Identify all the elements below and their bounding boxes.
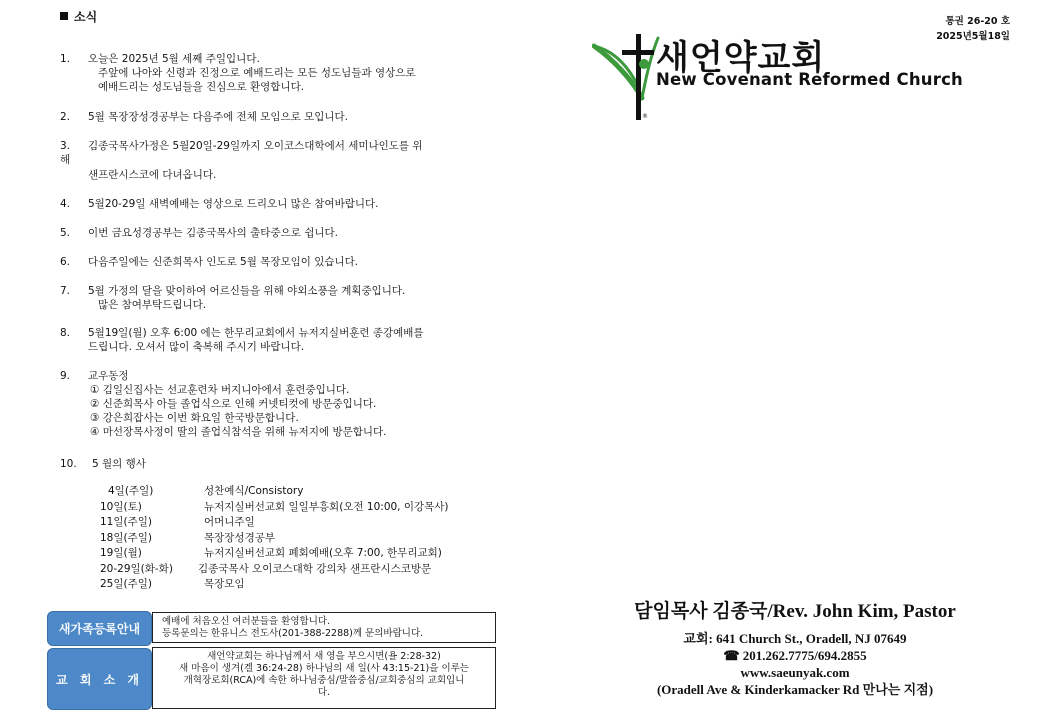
new-family-badge: 새가족등록안내	[47, 611, 152, 646]
event-row: 20-29일(화-화) 김종국목사 오이코스대학 강의차 샌프란시스코방문	[100, 562, 432, 575]
news-item-3-wrap: 해	[60, 154, 71, 166]
new-family-box: 예배에 처음오신 여러분들을 환영합니다. 등록문의는 한유니스 전도사(201-388-2288)께 문의바랍니다.	[152, 612, 496, 643]
event-row: 10일(토) 뉴저지실버선교회 일일부흥회(오전 10:00, 이강목사)	[100, 500, 449, 513]
issue-date: 2025년5월18일	[936, 31, 1010, 42]
square-bullet-icon	[60, 12, 68, 20]
church-website[interactable]: www.saeunyak.com	[740, 665, 850, 680]
event-row: 19일(월) 뉴저지실버선교회 폐회예배(오후 7:00, 한무리교회)	[100, 547, 442, 559]
church-phone: ☎ 201.262.7775/694.2855	[723, 648, 867, 663]
church-name-korean: 새언약교회	[656, 38, 826, 78]
pastor-name: 담임목사 김종국/Rev. John Kim, Pastor	[634, 601, 956, 622]
news-title: 소식	[60, 8, 97, 25]
event-row: 4일(주일) 성찬예식/Consistory	[108, 485, 304, 497]
logo-registered-mark: ®	[642, 113, 648, 120]
contact-info	[560, 630, 1030, 698]
church-directions: (Oradell Ave & Kinderkamacker Rd 만나는 지점)	[656, 682, 934, 697]
event-row: 25일(주일) 목장모임	[100, 578, 245, 590]
church-intro-badge: 교 회 소 개	[47, 648, 152, 710]
event-row: 18일(주일) 목장장성경공부	[100, 531, 276, 544]
issue-volume: 통권 26-20 호	[945, 16, 1010, 27]
church-intro-box: 새언약교회는 하나님께서 새 영을 부으시면(욜 2:28-32) 새 마음이 생겨(겔 36:24-28) 하나님의 새 일(사 43:15-21)을 이루는 개혁장로회(RCA)에 속한 하나님중심/말씀중심/교회중심의 교회입니 다.	[152, 647, 496, 709]
event-row: 11일(주일) 어머니주일	[100, 516, 255, 528]
church-address: 교회: 641 Church St., Oradell, NJ 07649	[683, 631, 907, 646]
church-name-english: New Covenant Reformed Church	[656, 70, 963, 89]
events-list	[100, 484, 449, 593]
